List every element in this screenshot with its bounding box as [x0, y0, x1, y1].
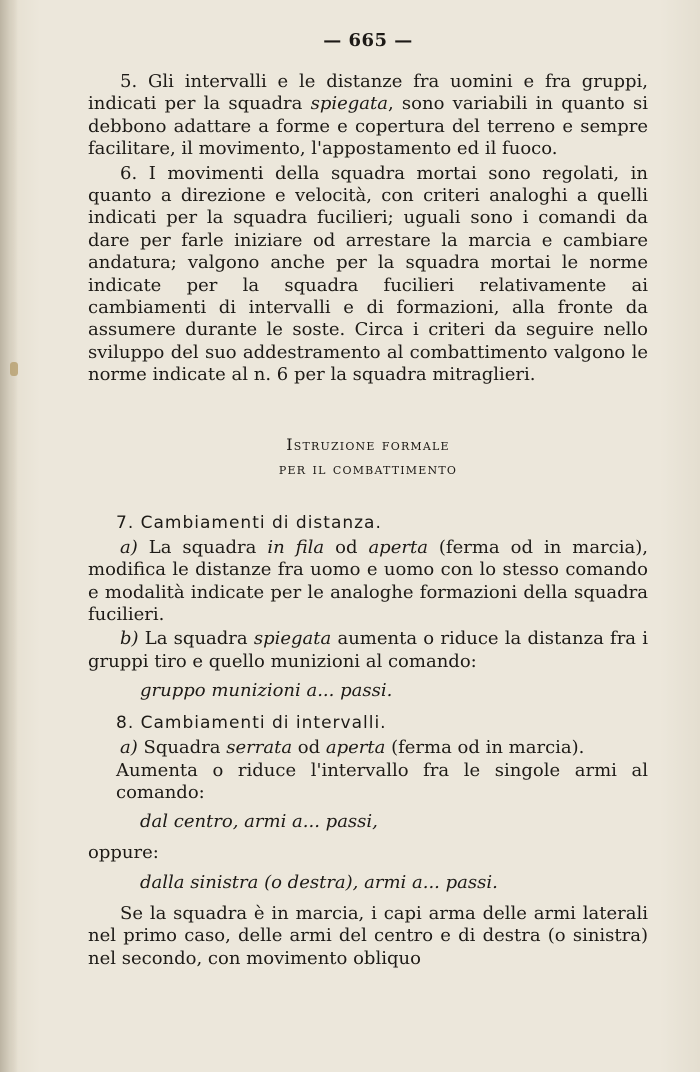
section-8-title: 8. Cambiamenti di intervalli.: [116, 713, 387, 734]
item-b-text-2: aumenta o riduce la distanza fra i gruppi tiro e quello munizioni al comando:: [88, 628, 649, 672]
item-a-text-2: od: [324, 536, 369, 558]
section-7-item-b: [88, 628, 648, 673]
section-8-oppure: oppure:: [88, 842, 159, 864]
item-8a-emphasis-1: serrata: [226, 737, 293, 759]
paragraph-6: 6. I movimenti della squadra mortai sono regolati, in quanto a direzione e velocità, con criteri analoghi a quelli indicati per la squadra fucilieri; uguali sono i comandi da dare per farle iniziare od arrestare la marcia e cambiare andatura; valgono anche per la squadra mortai le norme indicate per la squadra fucilieri relativamente ai cambiamenti di intervalli e di formazioni, alla fronte da assumere durante le soste. Circa i criteri da seguire nello sviluppo del suo addestramento al combattimento valgono le norme indicate al n. 6 per la squadra mitraglieri.: [88, 162, 648, 386]
paragraph-5-text-a: 5. Gli intervalli e le distanze fra uomini e fra gruppi, indicati per la squadra: [88, 71, 648, 115]
section-8-increase: Aumenta o riduce l'intervallo fra le singole armi al comando:: [116, 759, 648, 803]
paragraph-5: [88, 71, 648, 161]
item-a-text-1: La squadra: [137, 536, 268, 558]
item-8a-text-3: (ferma od in marcia).: [385, 737, 585, 759]
item-8a-text-2: od: [292, 737, 326, 759]
item-8a-text-1: Squadra: [137, 737, 227, 759]
item-a-emphasis-2: aperta: [368, 536, 428, 558]
item-b-text-1: La squadra: [138, 628, 254, 650]
section-8-command-1: dal centro, armi a... passi,: [140, 811, 378, 833]
paragraph-5-emphasis: spiegata: [310, 93, 388, 115]
item-a-label: a): [120, 536, 138, 558]
section-heading: [88, 433, 648, 481]
section-7-command: gruppo munizioni a... passi.: [140, 680, 393, 702]
page-content: [88, 30, 648, 970]
item-a-emphasis-1: in fila: [267, 536, 325, 558]
section-7-item-a: [88, 537, 648, 627]
page-spine: [0, 0, 18, 1072]
page-number: — 665 —: [323, 30, 413, 51]
item-b-label: b): [120, 628, 139, 650]
paragraph-5-text-c: , sono variabili in quanto si debbono adattare a forme e copertura del terreno e sempre facilitare, il movimento, l'appostamento ed il fuoco.: [88, 93, 648, 160]
section-heading-line-2: per il combattimento: [278, 458, 458, 478]
item-b-emphasis: spiegata: [253, 628, 332, 650]
section-8-final: Se la squadra è in marcia, i capi arma delle armi laterali nel primo caso, delle armi del centro e di destra (o sinistra) nel secondo, con movimento obliquo: [88, 902, 648, 969]
section-7-title: 7. Cambiamenti di distanza.: [116, 512, 382, 533]
binding-mark: [10, 362, 18, 376]
section-8-item-a: [88, 737, 648, 759]
section-8-command-2: dalla sinistra (o destra), armi a... passi.: [140, 871, 498, 893]
item-8a-emphasis-2: aperta: [325, 737, 386, 759]
section-heading-line-1: Istruzione formale: [286, 434, 450, 454]
item-8a-label: a): [120, 737, 138, 759]
item-a-text-3: (ferma od in marcia), modifica le distanze fra uomo e uomo con lo stesso comando e modalità indicate per le analoghe formazioni della squadra fucilieri.: [88, 536, 648, 625]
